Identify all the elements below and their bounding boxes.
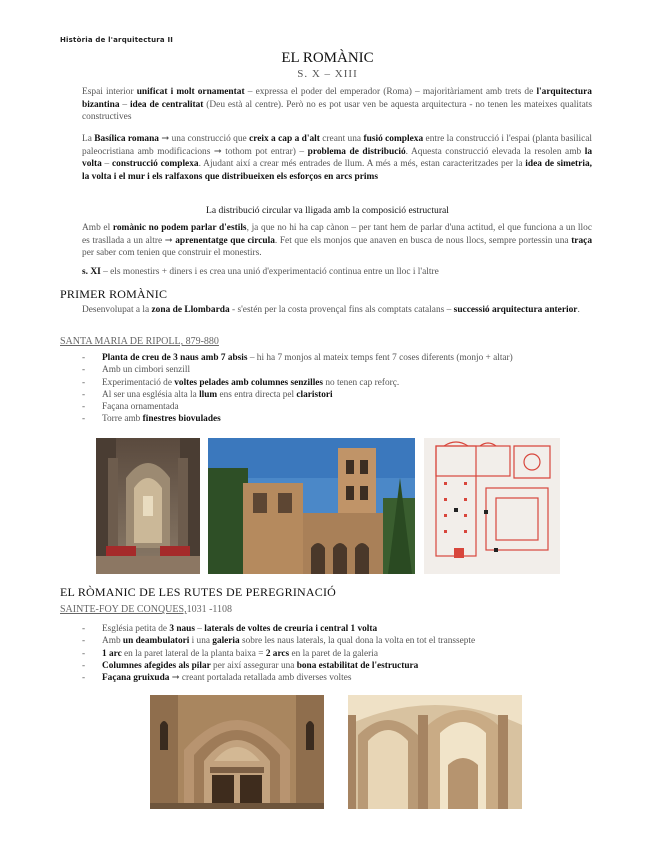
page-subtitle: S. X – XIII bbox=[297, 68, 358, 80]
romanic-paragraph: Amb el romànic no podem parlar d'estils, ja que no hi ha cap cànon – per tant hem de parlar d'una actitud, el que funciona a un lloc es trasllada a un altre ➞ aprenentatge que circula. Fet que els monjos que anaven en busca de nous llocs, sempre portessin una traça per saber com tenien que construir el monestirs. bbox=[82, 223, 593, 259]
list-item: - Columnes afegides als pilar per així assegurar una bona estabilitat de l'estructura bbox=[82, 660, 602, 672]
conques-interior-photo bbox=[348, 695, 522, 809]
list-item: - Planta de creu de 3 naus amb 7 absis – hi ha 7 monjos al mateix temps fent 7 coses diferents (monjo + altar) bbox=[82, 352, 602, 364]
intro-paragraph: Espai interior unificat i molt ornamentat – expressa el poder del emperador (Roma) – majoritàriament amb trets de l'arquitectura bizantina – idea de centralitat (Deu està al centre). Però no es pot usar ven be aquesta arquitectura - no tenen les mateixes qualitats constructives bbox=[82, 87, 592, 123]
list-item: - Façana ornamentada bbox=[82, 401, 602, 413]
basilica-paragraph: La Basílica romana ➞ una construcció que creix a cap a d'alt creant una fusió complexa entre la construcció i l'espai (planta basilical paleocristiana amb modificacions ➞ tothom pot entrar) – problema de distribució. Aquesta construcció elevada la resolen amb la volta – construcció complexa. Ajudant així a crear més entrades de llum. A més a més, estan caracteritzades per la idea de simetria, la volta i el mur i els ralfaxons que distribueixen els esforços en arcs prims bbox=[82, 134, 593, 182]
ripoll-interior-photo bbox=[96, 438, 200, 574]
conques-list bbox=[82, 623, 602, 684]
list-item: - Església petita de 3 naus – laterals de voltes de creuria i central 1 volta bbox=[82, 623, 602, 635]
ripoll-exterior-photo bbox=[208, 438, 415, 574]
ripoll-heading: SANTA MARIA DE RIPOLL, 879-880 bbox=[60, 336, 219, 347]
primer-romanic-paragraph: Desenvolupat a la zona de Llombarda - s'estén per la costa provençal fins als comptats catalans – successió arquitectura anterior. bbox=[82, 305, 580, 315]
page-title: EL ROMÀNIC bbox=[281, 50, 374, 66]
list-item: - Façana gruixuda ➞ creant portalada retallada amb diverses voltes bbox=[82, 672, 602, 684]
list-item: - 1 arc en la paret lateral de la planta baixa = 2 arcs en la paret de la galeria bbox=[82, 648, 602, 660]
list-item: - Amb un deambulatori i una galeria sobre les naus laterals, la qual dona la volta en tot el transsepte bbox=[82, 635, 602, 647]
list-item: - Al ser una església alta la llum ens entra directa pel claristori bbox=[82, 389, 602, 401]
ripoll-floor-plan bbox=[424, 438, 560, 574]
list-item: - Amb un cimbori senzill bbox=[82, 364, 602, 376]
conques-heading: SAINTE-FOY DE CONQUES,1031 -1108 bbox=[60, 604, 233, 615]
conques-facade-photo bbox=[150, 695, 324, 809]
list-item: - Experimentació de voltes pelades amb columnes senzilles no tenen cap reforç. bbox=[82, 377, 602, 389]
conques-dates: 1031 -1108 bbox=[186, 604, 233, 615]
peregrinacio-heading: EL RÒMANIC DE LES RUTES DE PEREGRINACIÓ bbox=[60, 585, 337, 599]
primer-romanic-heading: PRIMER ROMÀNIC bbox=[60, 287, 168, 301]
list-item: - Torre amb finestres biovulades bbox=[82, 413, 602, 425]
course-header: Història de l'arquitectura II bbox=[60, 36, 174, 44]
central-statement: La distribució circular va lligada amb la composició estructural bbox=[206, 205, 449, 216]
ripoll-list bbox=[82, 352, 602, 426]
s11-paragraph: s. XI – els monestirs + diners i es crea una unió d'experimentació continua entre un lloc i l'altre bbox=[82, 267, 439, 277]
